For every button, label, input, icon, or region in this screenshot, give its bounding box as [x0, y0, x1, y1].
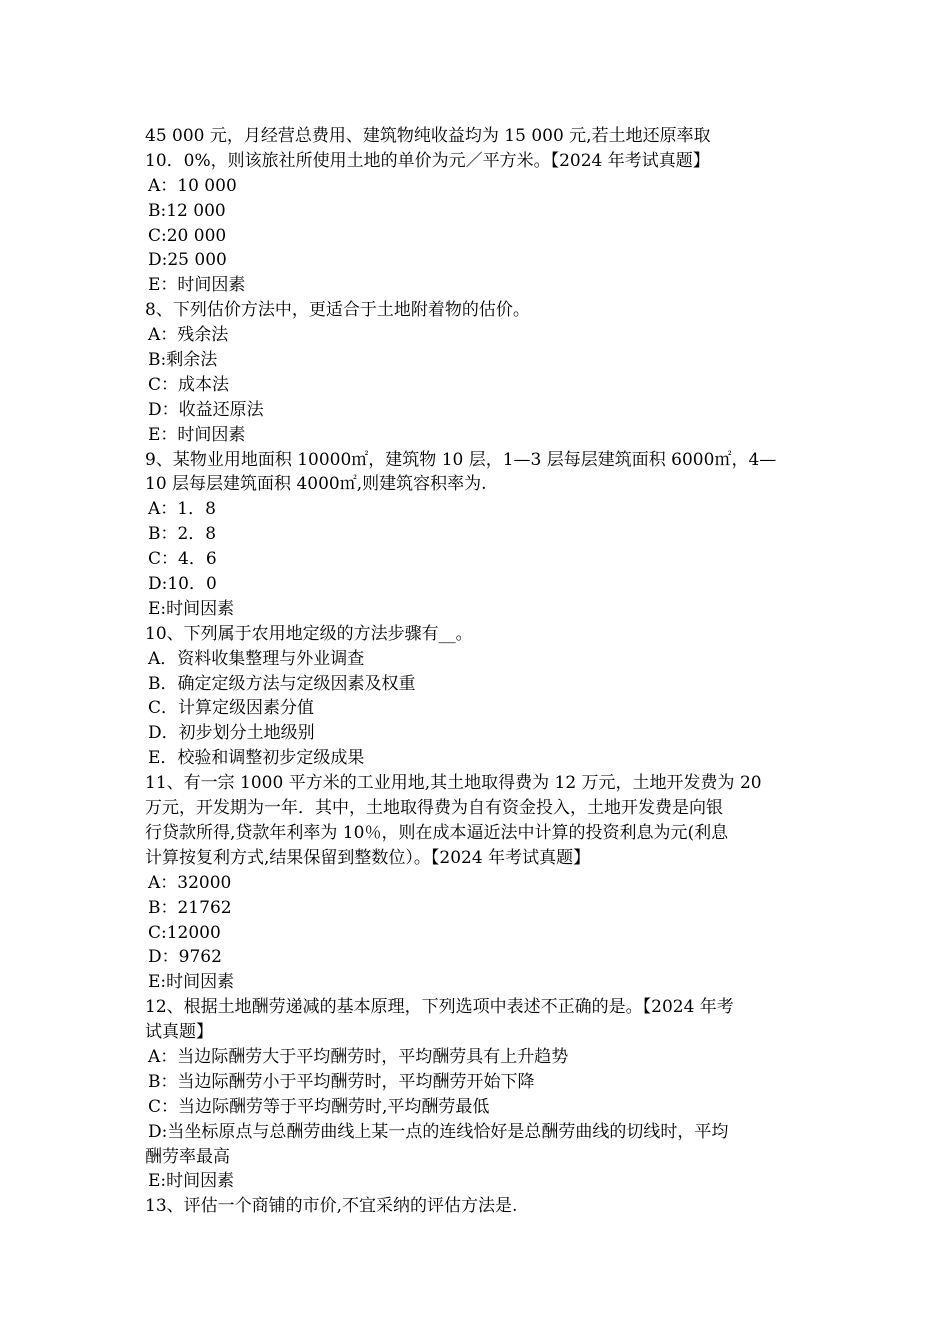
body-text-line: 酬劳率最高 [145, 1146, 230, 1167]
question-text: 8、下列估价方法中，更适合于土地附着物的估价。 [145, 300, 530, 321]
answer-option: A：当边际酬劳大于平均酬劳时，平均酬劳具有上升趋势 [148, 1046, 569, 1067]
answer-option: C：当边际酬劳等于平均酬劳时,平均酬劳最低 [148, 1096, 490, 1117]
answer-option: E:时间因素 [148, 1171, 235, 1192]
body-text-line: 行贷款所得,贷款年利率为 10％，则在成本逼近法中计算的投资利息为元(利息 [145, 822, 729, 843]
question-text: 11、有一宗 1000 平方米的工业用地,其土地取得费为 12 万元，土地开发费为 20 [145, 773, 762, 794]
answer-option: A：1．8 [148, 499, 216, 520]
question-text: 9、某物业用地面积 10000㎡，建筑物 10 层，1—3 层每层建筑面积 6000㎡，4— [145, 449, 777, 470]
body-text-line: 计算按复利方式,结果保留到整数位）。【2024 年考试真题】 [145, 847, 591, 868]
answer-option: A：32000 [148, 872, 232, 893]
body-text-line: 万元，开发期为一年．其中，土地取得费为自有资金投入，土地开发费是向银 [145, 798, 723, 819]
answer-option: C:20 000 [148, 225, 227, 246]
body-text-line: 45 000 元，月经营总费用、建筑物纯收益均为 15 000 元,若土地还原率取 [145, 126, 711, 146]
answer-option: B．确定定级方法与定级因素及权重 [148, 673, 416, 694]
answer-option: A：残余法 [148, 325, 229, 346]
question-text: 10、下列属于农用地定级的方法步骤有__。 [145, 623, 473, 644]
body-text-line: 试真题】 [145, 1022, 213, 1043]
answer-option: D:当坐标原点与总酬劳曲线上某一点的连线恰好是总酬劳曲线的切线时，平均 [148, 1121, 729, 1142]
answer-option: B:12 000 [148, 200, 226, 221]
answer-option: B：21762 [148, 897, 232, 918]
body-text-line: 10 层每层建筑面积 4000㎡,则建筑容积率为. [145, 474, 487, 495]
answer-option: C：成本法 [148, 374, 230, 395]
answer-option: D：收益还原法 [148, 399, 264, 420]
answer-option: A．资料收集整理与外业调查 [148, 648, 365, 669]
answer-option: C：4．6 [148, 549, 217, 570]
answer-option: A：10 000 [148, 175, 237, 196]
answer-option: E：时间因素 [148, 424, 246, 445]
answer-option: E．校验和调整初步定级成果 [148, 748, 365, 769]
answer-option: E:时间因素 [148, 598, 235, 619]
body-text-line: 10．0%，则该旅社所使用土地的单价为元／平方米。【2024 年考试真题】 [145, 150, 710, 171]
answer-option: D:25 000 [148, 250, 227, 271]
question-text: 12、根据土地酬劳递减的基本原理，下列选项中表述不正确的是。【2024 年考 [145, 997, 734, 1018]
answer-option: B：当边际酬劳小于平均酬劳时，平均酬劳开始下降 [148, 1071, 535, 1092]
answer-option: D:10．0 [148, 574, 217, 595]
answer-option: C．计算定级因素分值 [148, 698, 315, 719]
answer-option: D．初步划分土地级别 [148, 723, 315, 744]
answer-option: C:12000 [148, 922, 221, 943]
answer-option: E：时间因素 [148, 275, 246, 296]
question-text: 13、评估一个商铺的市价,不宜采纳的评估方法是. [145, 1196, 518, 1217]
answer-option: E:时间因素 [148, 972, 235, 993]
answer-option: B：2．8 [148, 524, 217, 545]
document-page [145, 124, 810, 1219]
answer-option: D：9762 [148, 947, 222, 968]
answer-option: B:剩余法 [148, 350, 218, 371]
